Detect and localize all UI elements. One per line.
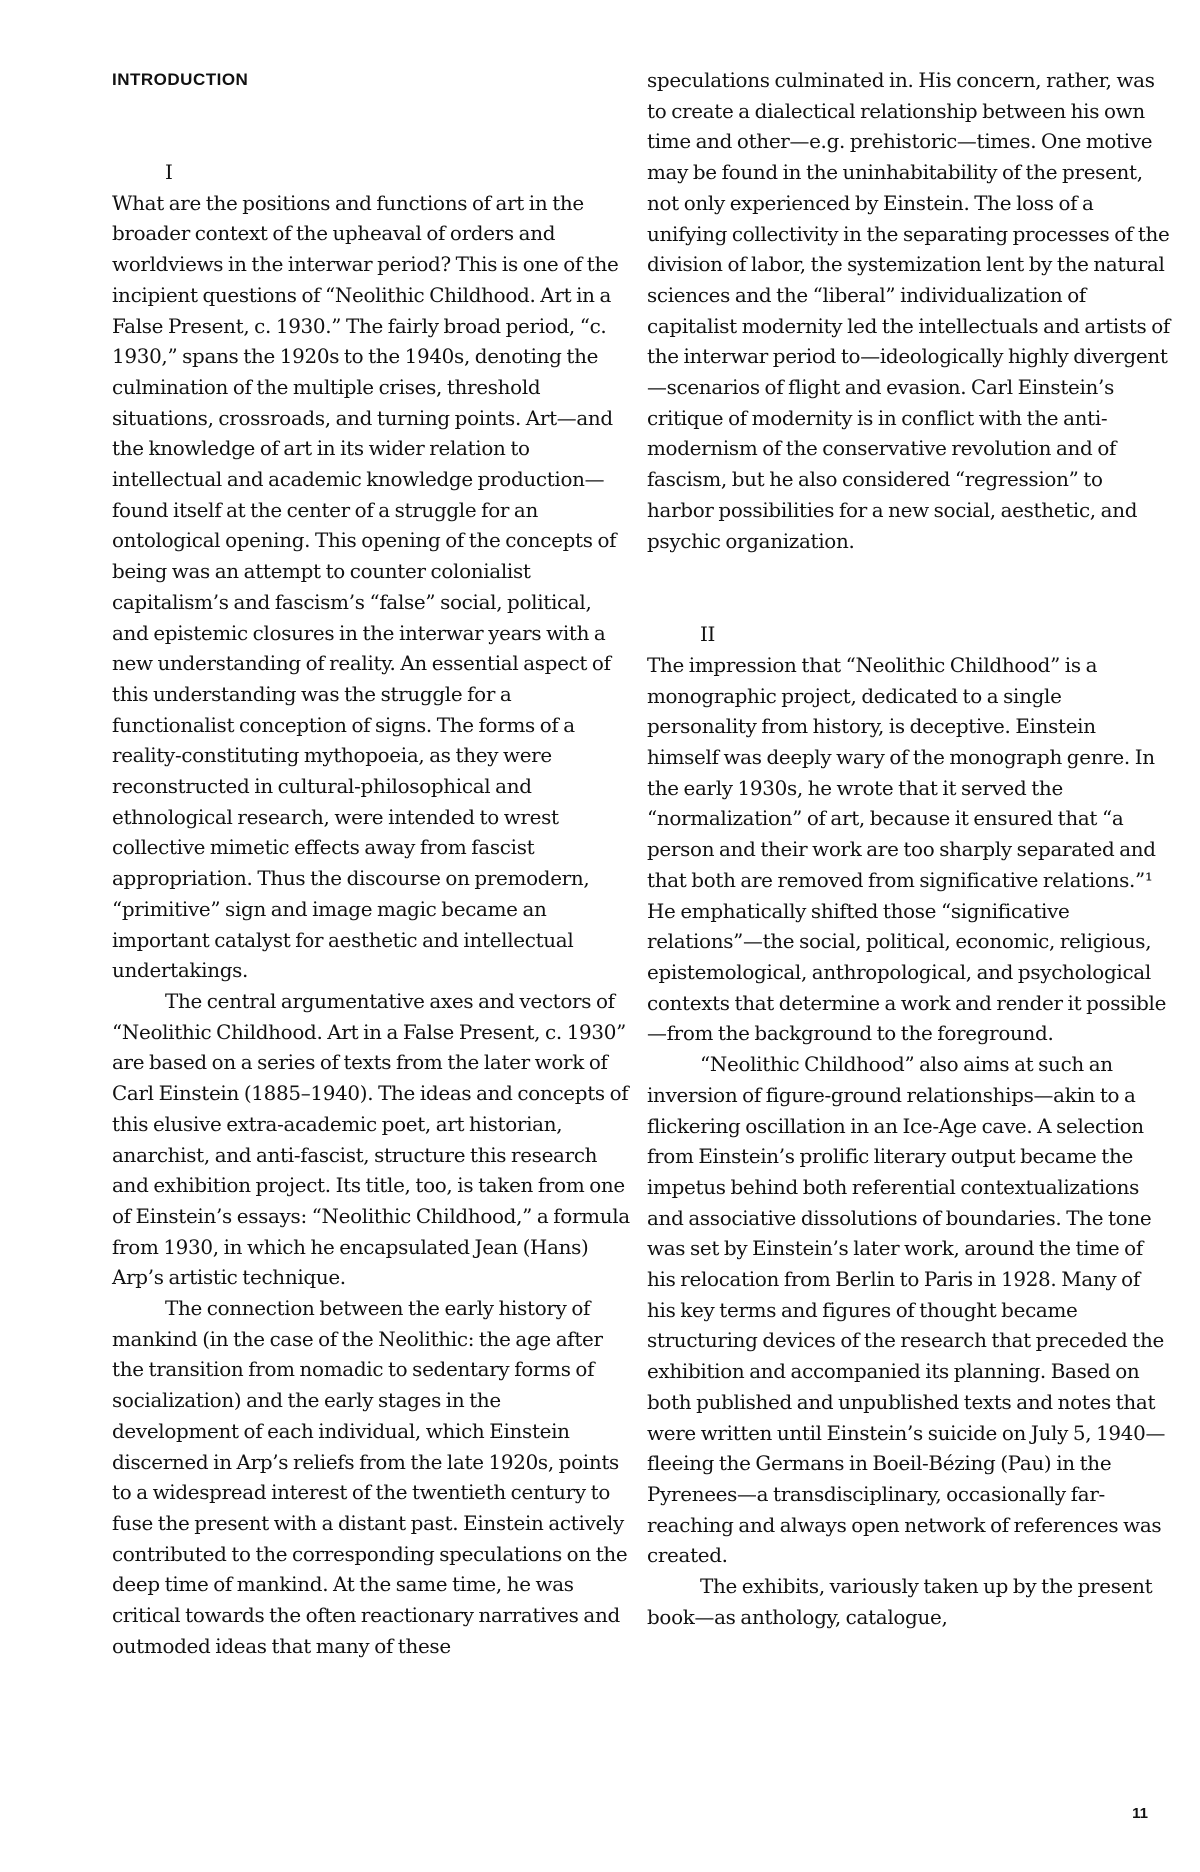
running-head: INTRODUCTION [112,70,249,89]
right-column [647,66,1172,1633]
paragraph: The exhibits, variously taken up by the present book—as anthology, catalogue, [647,1575,1153,1629]
paragraph: The impression that “Neolithic Childhood” is a monographic project, dedicated to a single personality from history, is deceptive. Einstein himself was deeply wary of the monograph genre. In the early 1930s, he wrote that it served the “normalization” of art, because it ensured that “a person and their work are too sharply separated and that both are removed from significative relations.”¹ He emphatically shifted those “significative relations”—the social, political, economic, religious, epistemological, anthropological, and psychological contexts that determine a work and render it possible—from the background to the foreground. [647,653,1167,1046]
paragraph: What are the positions and functions of art in the broader context of the upheaval of orders and worldviews in the interwar period? This is one of the incipient questions of “Neolithic Childhood. Art in a False Present, c. 1930.” The fairly broad period, “c. 1930,” spans the 1920s to the 1940s, denoting the culmination of the multiple crises, threshold situations, crossroads, and turning points. Art—and the knowledge of art in its wider relation to intellectual and academic knowledge production—found itself at the center of a struggle for an ontological opening. This opening of the concepts of being was an attempt to counter colonialist capitalism’s and fascism’s “false” social, political, and epistemic closures in the interwar years with a new understanding of reality. An essential aspect of this understanding was the struggle for a functionalist conception of signs. The forms of a reality-constituting mythopoeia, as they were reconstructed in cultural-philosophical and ethnological research, were intended to wrest collective mimetic effects away from fascist appropriation. Thus the discourse on premodern, “primitive” sign and image magic became an important catalyst for aesthetic and intellectual undertakings. [112,191,619,983]
left-column [112,158,632,1662]
section-numeral-ii: II [700,623,716,647]
paragraph: The connection between the early history of mankind (in the case of the Neolithic: the age after the transition from nomadic to sedentary forms of socialization) and the early stages in the development of each individual, which Einstein discerned in Arp’s reliefs from the late 1920s, points to a widespread interest of the twentieth century to fuse the present with a distant past. Einstein actively contributed to the corresponding speculations on the deep time of mankind. At the same time, he was critical towards the often reactionary narratives and outmoded ideas that many of these [112,1297,628,1658]
paragraph-continuation: speculations culminated in. His concern, rather, was to create a dialectical relationship between his own time and other—e.g. prehistoric—times. One motive may be found in the uninhabitability of the present, not only experienced by Einstein. The loss of a unifying collectivity in the separating processes of the division of labor, the systemization lent by the natural sciences and the “liberal” individualization of capitalist modernity led the intellectuals and artists of the interwar period to—ideologically highly divergent—scenarios of flight and evasion. Carl Einstein’s critique of modernity is in conflict with the anti-modernism of the conservative revolution and of fascism, but he also considered “regression” to harbor possibilities for a new social, aesthetic, and psychic organization. [647,69,1170,553]
section-numeral-i: I [165,161,173,184]
paragraph: “Neolithic Childhood” also aims at such an inversion of figure-ground relationships—akin to a flickering oscillation in an Ice-Age cave. A selection from Einstein’s prolific literary output became the impetus behind both referential contextualizations and associative dissolutions of boundaries. The tone was set by Einstein’s later work, around the time of his relocation from Berlin to Paris in 1928. Many of his key terms and figures of thought became structuring devices of the research that preceded the exhibition and accompanied its planning. Based on both published and unpublished texts and notes that were written until Einstein’s suicide on July 5, 1940—fleeing the Germans in Boeil-Bézing (Pau) in the Pyrenees—a transdisciplinary, occasionally far-reaching and always open network of references was created. [647,1053,1166,1568]
section-gap [647,557,1172,620]
paragraph: The central argumentative axes and vectors of “Neolithic Childhood. Art in a False Present, c. 1930” are based on a series of texts from the later work of Carl Einstein (1885–1940). The ideas and concepts of this elusive extra-academic poet, art historian, anarchist, and anti-fascist, structure this research and exhibition project. Its title, too, is taken from one of Einstein’s essays: “Neolithic Childhood,” a formula from 1930, in which he encapsulated Jean (Hans) Arp’s artistic technique. [112,989,630,1290]
page-number: 11 [1132,1805,1148,1822]
